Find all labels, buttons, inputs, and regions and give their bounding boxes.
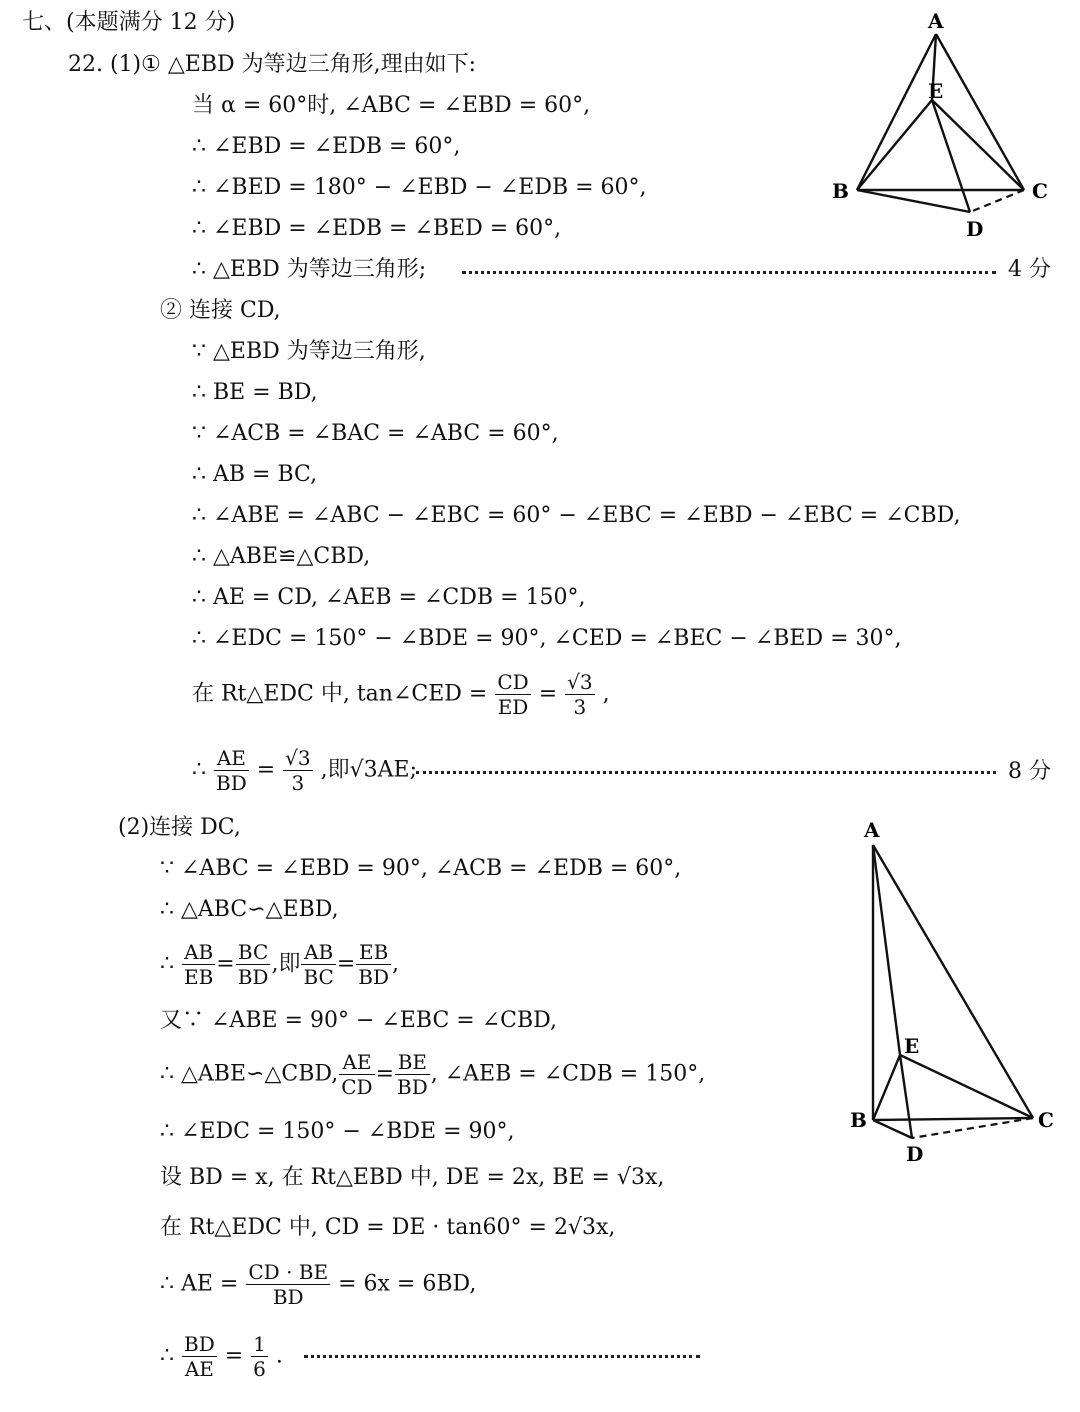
fraction [495, 670, 530, 719]
ratio-mid: ,即 [271, 951, 301, 977]
part1-line: ∴ AB = BC, [192, 462, 318, 487]
final-suffix: . [275, 1343, 283, 1369]
segment-ce [900, 1055, 1033, 1118]
point-label-b: B [832, 179, 849, 203]
fraction-numerator: CD [497, 670, 529, 694]
fraction [214, 746, 249, 795]
point-label-c: C [1032, 179, 1048, 203]
part2-line: ∵ ∠ABC = ∠EBD = 90°, ∠ACB = ∠EDB = 60°, [160, 856, 682, 881]
tan-prefix: 在 Rt△EDC 中, tan∠CED = [192, 681, 488, 707]
fraction-numerator: 1 [253, 1332, 266, 1356]
equals-sign: = [336, 951, 356, 977]
fraction [182, 1332, 217, 1381]
fraction-denominator: 6 [253, 1357, 266, 1381]
fraction [301, 940, 335, 989]
fraction-denominator: BC [303, 965, 334, 989]
figure-1 [820, 0, 1070, 250]
fraction-numerator: EB [356, 940, 391, 965]
part1-heading: 22. (1)① △EBD 为等边三角形,理由如下: [68, 52, 477, 77]
point-label-e: E [904, 1034, 920, 1058]
part1-line: ∴ BE = BD, [192, 380, 318, 405]
part1-line: ∴ △ABE≌△CBD, [192, 544, 371, 569]
point-label-d: D [966, 217, 984, 241]
equals-sign: = [224, 1343, 244, 1369]
score-leader-dots [304, 1355, 700, 1358]
point-label-a: A [864, 818, 880, 842]
part1-line: ∴ △EBD 为等边三角形; [192, 257, 427, 282]
segment-ed [932, 100, 970, 212]
ae-equation [160, 1260, 476, 1309]
part1-line: ∵ △EBD 为等边三角形, [192, 339, 426, 364]
therefore-sign: ∴ [192, 757, 206, 783]
fraction [251, 1332, 268, 1381]
part1-line: ∴ ∠BED = 180° − ∠EBD − ∠EDB = 60°, [192, 175, 647, 200]
segment-ab [857, 34, 936, 190]
similarity-suffix: , ∠AEB = ∠CDB = 150°, [430, 1061, 706, 1087]
fraction-numerator: AB [182, 940, 215, 965]
final-equation [160, 1332, 283, 1381]
segment-cd-dashed [912, 1118, 1033, 1138]
fraction-denominator: 3 [573, 695, 587, 719]
point-label-d: D [906, 1142, 924, 1166]
fraction [246, 1260, 330, 1309]
fraction-numerator: BE [395, 1050, 430, 1075]
fraction-numerator: AE [339, 1050, 374, 1075]
point-label-a: A [928, 9, 944, 33]
part2-line: ∴ ∠EDC = 150° − ∠BDE = 90°, [160, 1119, 515, 1144]
part2-line: 在 Rt△EDC 中, CD = DE · tan60° = 2√3x, [160, 1215, 616, 1240]
fraction [236, 940, 271, 989]
similarity-prefix: ∴ △ABE∽△CBD, [160, 1061, 339, 1087]
fraction-denominator: BD [358, 965, 390, 989]
fraction-numerator: BC [236, 940, 271, 965]
fraction-numerator: √3 [285, 746, 311, 770]
score-leader-dots [416, 771, 996, 774]
fraction-numerator: AE [214, 746, 249, 771]
segment-be [873, 1055, 900, 1120]
part1-sub2-heading: ② 连接 CD, [160, 298, 281, 323]
part2-heading: (2)连接 DC, [118, 815, 241, 840]
part2-line: ∴ △ABC∽△EBD, [160, 897, 339, 922]
therefore-sign: ∴ [160, 1343, 174, 1369]
part1-line: ∴ ∠EBD = ∠EDB = 60°, [192, 134, 461, 159]
ae-suffix: = 6x = 6BD, [338, 1271, 477, 1297]
fraction [565, 670, 594, 719]
equals-sign: = [375, 1061, 395, 1087]
part1-line: ∴ ∠ABE = ∠ABC − ∠EBC = 60° − ∠EBC = ∠EBD − ∠EBC = ∠CBD, [192, 503, 961, 528]
tan-equation [192, 670, 610, 719]
part2-line: 又∵ ∠ABE = 90° − ∠EBC = ∠CBD, [160, 1008, 557, 1033]
point-label-e: E [928, 79, 944, 103]
ae-prefix: ∴ AE = [160, 1271, 239, 1297]
segment-bd [857, 190, 970, 212]
segment-bc [873, 1118, 1033, 1120]
fraction [283, 746, 312, 795]
fraction [182, 940, 215, 989]
segment-ac [936, 34, 1024, 190]
fraction-denominator: AE [184, 1357, 214, 1381]
fraction-denominator: CD [341, 1075, 373, 1099]
score-leader-dots [462, 271, 996, 274]
fraction-numerator: BD [184, 1332, 215, 1356]
segment-ac [873, 845, 1033, 1118]
fraction [395, 1050, 430, 1099]
point-label-b: B [850, 1108, 867, 1132]
fraction-denominator: BD [272, 1285, 304, 1309]
ratio-equation [160, 940, 399, 989]
equals-sign: = [216, 951, 235, 977]
similarity-equation [160, 1050, 705, 1099]
segment-cd-dashed [970, 190, 1024, 212]
fraction-denominator: EB [184, 965, 214, 989]
section-header: 七、(本题满分 12 分) [22, 10, 236, 35]
part1-line: ∴ ∠EBD = ∠EDB = ∠BED = 60°, [192, 216, 562, 241]
fraction [339, 1050, 374, 1099]
segment-ae [873, 845, 900, 1055]
part1-line: 当 α = 60°时, ∠ABC = ∠EBD = 60°, [192, 93, 591, 118]
equals-sign: = [538, 681, 558, 707]
fraction-numerator: AB [301, 940, 335, 965]
therefore-sign: ∴ [160, 951, 174, 977]
conclusion-suffix: ,即√3AE; [320, 757, 418, 783]
tan-suffix: , [602, 681, 610, 707]
part2-line: 设 BD = x, 在 Rt△EBD 中, DE = 2x, BE = √3x, [160, 1165, 665, 1190]
fraction-denominator: ED [497, 695, 529, 719]
fraction-denominator: BD [216, 771, 247, 795]
point-label-c: C [1038, 1108, 1054, 1132]
segment-ce [932, 100, 1024, 190]
segment-ed [900, 1055, 912, 1138]
ratio-suffix: , [392, 951, 400, 977]
fraction [356, 940, 391, 989]
fraction-numerator: CD · BE [248, 1260, 329, 1284]
part1-line: ∵ ∠ACB = ∠BAC = ∠ABC = 60°, [192, 421, 559, 446]
fraction-numerator: √3 [567, 670, 593, 694]
score-label: 4 分 [1008, 257, 1051, 282]
equals-sign: = [256, 757, 276, 783]
fraction-denominator: BD [397, 1075, 428, 1099]
score-label: 8 分 [1008, 759, 1051, 784]
part1-conclusion [192, 746, 417, 795]
segment-bd [873, 1120, 912, 1138]
part1-line: ∴ AE = CD, ∠AEB = ∠CDB = 150°, [192, 585, 586, 610]
fraction-denominator: 3 [291, 771, 305, 795]
part1-line: ∴ ∠EDC = 150° − ∠BDE = 90°, ∠CED = ∠BEC − ∠BED = 30°, [192, 626, 902, 651]
figure-2 [840, 815, 1060, 1175]
fraction-denominator: BD [237, 965, 269, 989]
